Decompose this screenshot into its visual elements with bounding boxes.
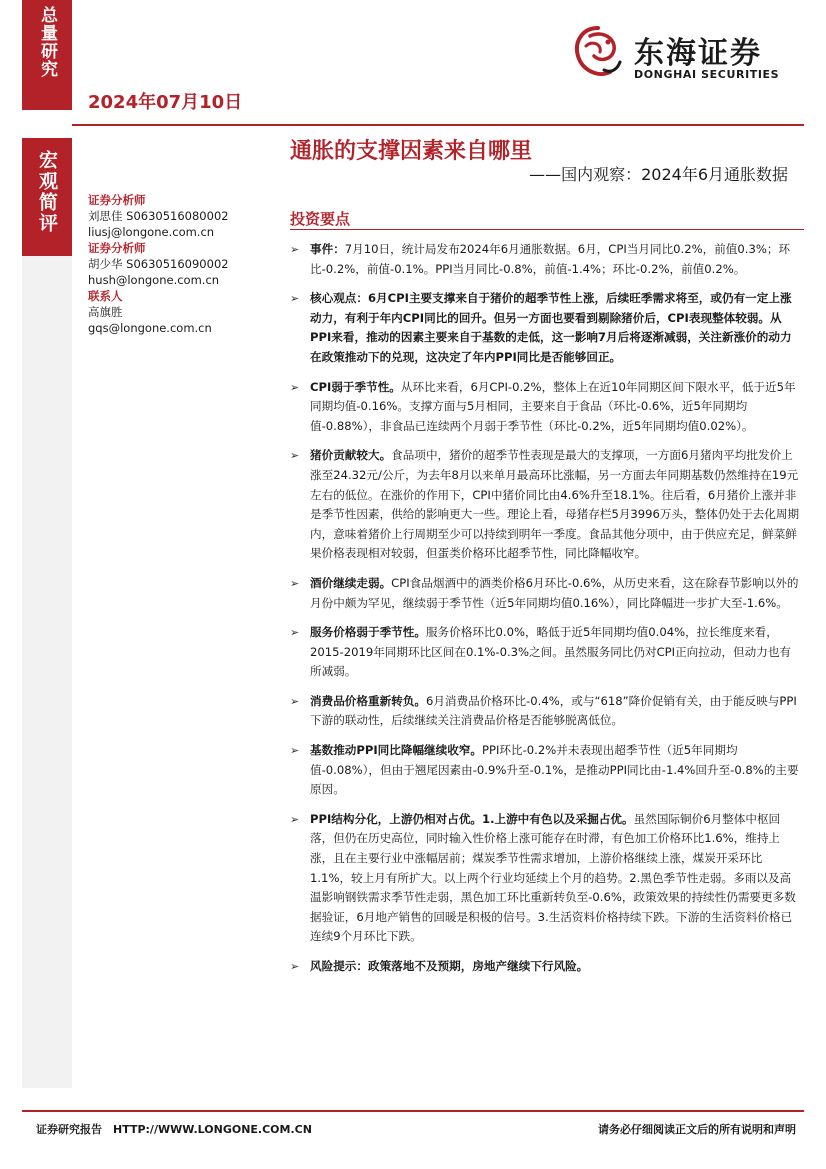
analyst-email[interactable]: gqs@longone.com.cn [88, 321, 212, 335]
list-item [290, 289, 800, 367]
section-divider [290, 229, 804, 230]
analyst-role: 联系人 [88, 289, 123, 303]
analyst-role: 证券分析师 [88, 241, 146, 255]
report-type-tag-label: 宏观简评 [36, 150, 58, 234]
analyst-email[interactable]: liusj@longone.com.cn [88, 225, 215, 239]
analyst-email[interactable]: hush@longone.com.cn [88, 273, 220, 287]
brand-logo [568, 22, 796, 84]
bullet-text: 7月10日，统计局发布2024年6月通胀数据。6月，CPI当月同比0.2%，前值0.3%；环比-0.2%，前值-0.1%。PPI当月同比-0.8%，前值-1.4%；环比-0.2%，前值0.2%。 [310, 242, 791, 276]
analyst-name-id: 刘思佳 S0630516080002 [88, 209, 229, 223]
bullet-lead: 猪价贡献较大。 [310, 448, 392, 463]
bullet-lead: 核心观点： [310, 291, 368, 306]
analyst-name-id: 胡少华 S0630516090002 [88, 257, 229, 271]
dragon-logo-icon [568, 22, 628, 84]
section-heading: 投资要点 [290, 210, 351, 228]
list-item [290, 240, 800, 279]
category-tag-label: 总量研究 [37, 6, 57, 78]
list-item [290, 692, 800, 731]
arrow-bullet-icon: ➢ [290, 380, 300, 394]
bullet-text: 6月CPI主要支撑来自于猪价的超季节性上涨，后续旺季需求将至，或仍有一定上涨动力，有利于年内CPI同比的回升。但另一方面也要看到剔除猪价后，CPI表现整体较弱。从PPI来看，推动的因素主要来自于基数的走低，这一影响7月后将逐渐减弱，关注新涨价的动力在政策推动下的兑现，这决定了年内PPI同比是否能够回正。 [310, 291, 792, 364]
arrow-bullet-icon: ➢ [290, 812, 300, 826]
analyst-list [88, 192, 278, 336]
list-item [290, 378, 800, 437]
analyst-entry [88, 192, 278, 240]
list-item [290, 810, 800, 947]
brand-name-en: DONGHAI SECURITIES [634, 68, 780, 81]
bullet-text: 政策落地不及预期，房地产继续下行风险。 [367, 959, 589, 973]
header-divider [72, 124, 804, 126]
arrow-bullet-icon: ➢ [290, 960, 300, 973]
bullet-lead: CPI弱于季节性。 [310, 379, 401, 394]
footer-website-link[interactable]: 证券研究报告 HTTP://WWW.LONGONE.COM.CN [36, 1123, 312, 1136]
bullet-lead: 基数推动PPI同比降幅继续收窄。 [310, 743, 483, 758]
arrow-bullet-icon: ➢ [290, 694, 300, 708]
footer-divider [22, 1110, 804, 1112]
arrow-bullet-icon: ➢ [290, 744, 300, 758]
bullet-lead: 服务价格弱于季节性。 [310, 625, 426, 640]
left-sidebar-panel [22, 138, 72, 1088]
arrow-bullet-icon: ➢ [290, 626, 300, 640]
bullet-lead: 酒价继续走弱。 [310, 575, 392, 590]
bullet-text: CPI食品烟酒中的酒类价格6月环比-0.6%，从历史来看，这在除春节影响以外的月份中颇为罕见，继续弱于季节性（近5年同期均值0.16%），同比降幅进一步扩大至-1.6%。 [310, 575, 799, 610]
arrow-bullet-icon: ➢ [290, 449, 300, 463]
report-title: 通胀的支撑因素来自哪里 [290, 139, 533, 164]
bullet-text: 服务价格环比0.0%，略低于近5年同期均值0.04%，拉长维度来看，2015-2019年同期环比区间在0.1%-0.3%之间。虽然服务同比仍对CPI正向拉动，但动力也有所减弱。 [310, 625, 792, 679]
analyst-name-id: 高旗胜 [88, 305, 123, 319]
bullet-text: 虽然国际铜价6月整体中枢回落，但仍在历史高位，同时输入性价格上涨可能存在时滞，有色加工价格环比1.6%，维持上涨，且在主要行业中涨幅居前；煤炭季节性需求增加，上游价格继续上涨，煤炭开采环比1.1%，较上月有所扩大。以上两个行业均延续上个月的趋势。2.黑色季节性走弱。多雨以及高温影响钢铁需求季节性走弱，黑色加工环比重新转负至-0.6%，政策效果的持续性仍需要更多数据验证，6月地产销售的回暖是积极的信号。3.生活资料价格持续下跌。下游的生活资料价格已连续9个月环比下跌。 [310, 811, 796, 944]
list-item [290, 741, 800, 800]
footer-disclaimer: 请务必仔细阅读正文后的所有说明和声明 [598, 1123, 796, 1136]
report-subtitle: ——国内观察：2024年6月通胀数据 [529, 165, 788, 184]
list-item [290, 623, 800, 682]
arrow-bullet-icon: ➢ [290, 292, 300, 306]
bullet-lead: 事件： [310, 242, 345, 256]
analyst-entry [88, 288, 278, 336]
analyst-entry [88, 240, 278, 288]
list-item [290, 574, 800, 613]
report-date: 2024年07月10日 [88, 92, 243, 113]
bullet-lead: 消费品价格重新转负。 [310, 693, 426, 708]
bullet-lead: 风险提示： [310, 959, 368, 973]
bullet-lead: PPI结构分化，上游仍相对占优。1.上游中有色以及采掘占优。 [310, 811, 634, 826]
bullet-text: 6月消费品价格环比-0.4%，或与“618”降价促销有关，由于能反映与PPI下游的联动性，后续继续关注消费品价格是否能够脱离低位。 [310, 693, 797, 728]
bullet-text: 食品项中，猪价的超季节性表现是最大的支撑项，一方面6月猪肉平均批发价上涨至24.32元/公斤，为去年8月以来单月最高环比涨幅，另一方面去年同期基数仍然维持在19元左右的低位。在涨价的作用下，CPI中猪价同比由4.6%升至18.1%。往后看，6月猪价上涨并非是季节性因素，供给的影响更大一些。理论上看，母猪存栏5月3996万头，整体仍处于去化周期内，意味着猪价上行周期至少可以持续到明年一季度。食品其他分项中，由于供应充足，鲜菜鲜果价格表现相对较弱，但蛋类价格环比超季节性，同比降幅收窄。 [310, 448, 800, 561]
analyst-role: 证券分析师 [88, 193, 146, 207]
bullet-text: PPI环比-0.2%并未表现出超季节性（近5年同期均值-0.08%），但由于翘尾因素由-0.9%升至-0.1%，是推动PPI同比由-1.4%回升至-0.8%的主要原因。 [310, 743, 799, 797]
list-item [290, 446, 800, 564]
brand-name-cn: 东海证券 [634, 36, 762, 71]
arrow-bullet-icon: ➢ [290, 243, 300, 256]
list-item [290, 957, 800, 977]
bullet-text: 从环比来看，6月CPI-0.2%，整体上在近10年同期区间下限水平，低于近5年同期均值-0.16%。支撑方面与5月相同，主要来自于食品（环比-0.6%，近5年同期均值-0.88%），非食品已连续两个月弱于季节性（环比-0.2%，近5年同期均值0.02%）。 [310, 379, 796, 433]
arrow-bullet-icon: ➢ [290, 576, 300, 590]
key-points-list [290, 240, 800, 987]
